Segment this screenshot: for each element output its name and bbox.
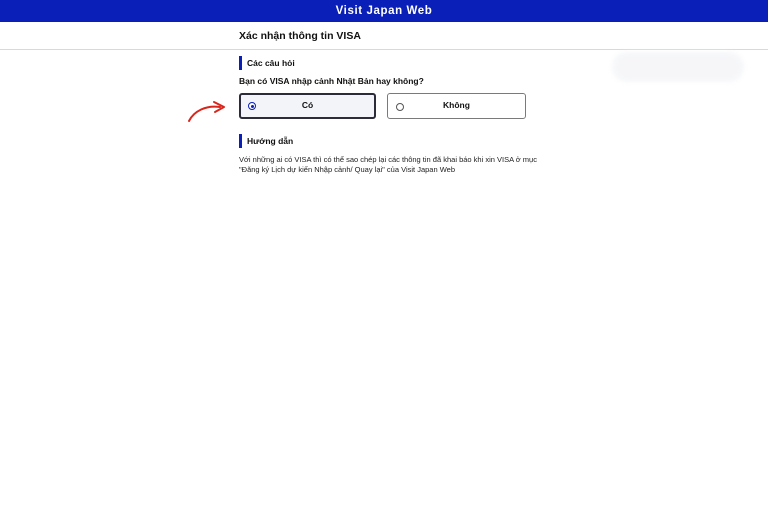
page-title: Xác nhận thông tin VISA (239, 30, 361, 42)
guide-text: Với những ai có VISA thì có thể sao chép lại các thông tin đã khai báo khi xin VISA ở mục "Đăng ký Lịch dự kiến Nhập cảnh/ Quay lại" của Visit Japan Web (239, 155, 537, 174)
option-no-label: Không (443, 100, 470, 110)
visa-question: Bạn có VISA nhập cảnh Nhật Bản hay không? (239, 76, 424, 86)
app-title: Visit Japan Web (335, 5, 433, 17)
faded-background-element (612, 52, 744, 82)
page-header (0, 22, 768, 50)
questions-section-heading (239, 56, 295, 70)
questions-heading-label: Các câu hỏi (247, 58, 295, 68)
guide-section-heading (239, 134, 293, 148)
curved-arrow-icon (186, 99, 228, 125)
guide-heading-label: Hướng dẫn (247, 136, 294, 146)
option-no[interactable] (387, 93, 526, 119)
option-yes-label: Có (301, 100, 314, 110)
option-yes[interactable] (239, 93, 376, 119)
app-header (0, 0, 768, 22)
